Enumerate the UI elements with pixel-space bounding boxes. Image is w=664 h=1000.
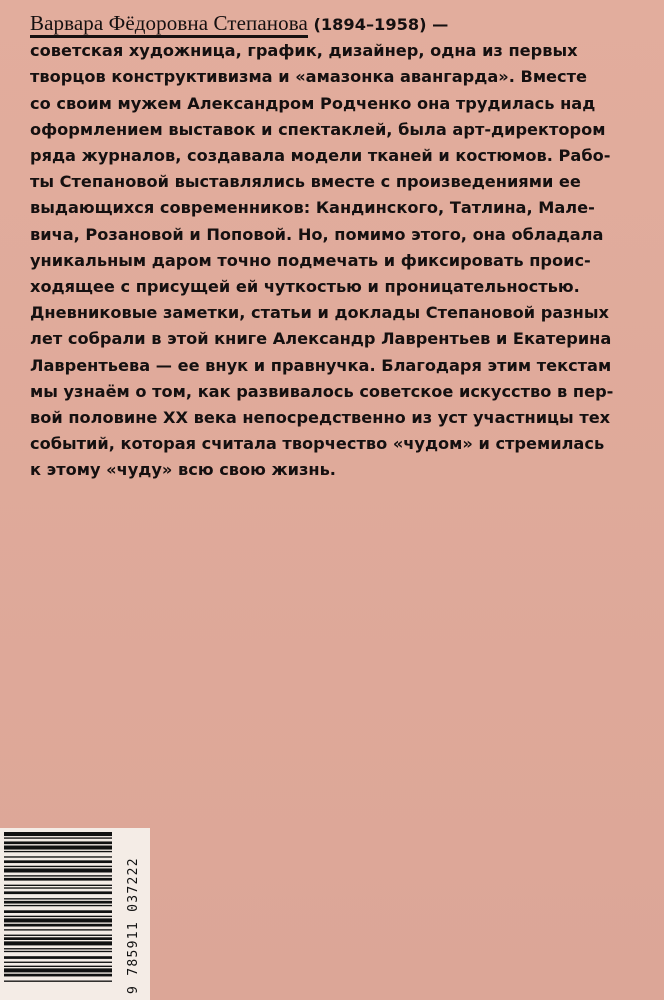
blurb-line xyxy=(30,10,640,38)
barcode-bar xyxy=(4,837,112,838)
isbn-digits: 9 785911 037222 xyxy=(126,857,141,994)
cover-blurb xyxy=(30,10,640,484)
barcode-bar xyxy=(4,905,112,906)
blurb-line: ты Степановой выставлялись вместе с произведениями ее xyxy=(30,172,581,192)
barcode-bar xyxy=(4,941,112,945)
barcode-bar xyxy=(4,891,112,894)
barcode-bar xyxy=(4,866,112,867)
blurb-line: выдающихся современников: Кандинского, Татлина, Мале- xyxy=(30,198,595,218)
blurb-line: вича, Розановой и Поповой. Но, помимо этого, она обладала xyxy=(30,224,604,244)
barcode-bar xyxy=(4,935,112,936)
blurb-line: творцов конструктивизма и «амазонка авангарда». Вместе xyxy=(30,67,587,87)
barcode-bar xyxy=(4,868,112,872)
blurb-line: советская художница, график, дизайнер, одна из первых xyxy=(30,41,578,61)
barcode-bar xyxy=(4,937,112,940)
author-dates: (1894–1958) — xyxy=(307,15,449,34)
barcode-bar xyxy=(4,966,112,967)
blurb-line: событий, которая считала творчество «чудом» и стремилась xyxy=(30,434,605,454)
barcode-bar xyxy=(4,948,112,949)
barcode-bar xyxy=(4,924,112,927)
author-name: Варвара Фёдоровна Степанова xyxy=(30,11,308,38)
barcode-bar xyxy=(4,916,112,917)
blurb-line: оформлением выставок и спектаклей, была арт-директором xyxy=(30,119,606,139)
blurb-line: ряда журналов, создавала модели тканей и костюмов. Рабо- xyxy=(30,146,611,166)
blurb-line: к этому «чуду» всю свою жизнь. xyxy=(30,460,336,480)
blurb-line: уникальным даром точно подмечать и фиксировать проис- xyxy=(30,250,591,270)
barcode-bar xyxy=(4,962,112,963)
blurb-line: Лаврентьева — ее внук и правнучка. Благодаря этим текстам xyxy=(30,355,612,375)
barcode-bar xyxy=(4,918,112,922)
barcode-bar xyxy=(4,981,112,982)
barcode-bar xyxy=(4,901,112,904)
blurb-line: Дневниковые заметки, статьи и доклады Степановой разных xyxy=(30,303,609,323)
barcode-bar xyxy=(4,968,112,972)
barcode-bar xyxy=(4,846,112,850)
blurb-line: ходящее с присущей ей чуткостью и проницательностью. xyxy=(30,277,580,297)
barcode-bar xyxy=(4,887,112,888)
blurb-line: лет собрали в этой книге Александр Лаврентьев и Екатерина xyxy=(30,329,612,349)
barcode-bar xyxy=(4,856,112,857)
barcode-bar xyxy=(4,841,112,844)
barcode-bar xyxy=(4,951,112,952)
blurb-line: вой половине XX века непосредственно из уст участницы тех xyxy=(30,408,611,428)
barcode-bar xyxy=(4,860,112,863)
barcode-bar xyxy=(4,851,112,852)
barcode-bar xyxy=(4,929,112,930)
barcode-bar xyxy=(4,875,112,876)
barcode-bar xyxy=(4,910,112,913)
blurb-line: мы узнаём о том, как развивалось советское искусство в пер- xyxy=(30,381,614,401)
barcode-bar xyxy=(4,885,112,886)
barcode-bar xyxy=(4,898,112,899)
barcode-bar xyxy=(4,974,112,977)
blurb-line: со своим мужем Александром Родченко она трудилась над xyxy=(30,93,596,113)
barcode-bar xyxy=(4,956,112,959)
barcode-bar xyxy=(4,878,112,881)
barcode-bar xyxy=(4,832,112,836)
